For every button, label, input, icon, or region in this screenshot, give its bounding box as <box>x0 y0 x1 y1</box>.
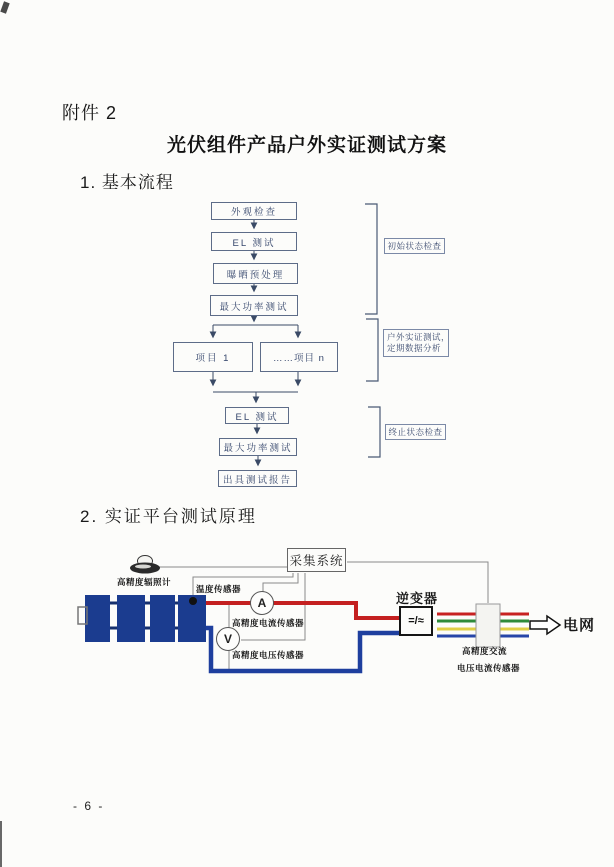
flowchart-brackets <box>365 204 380 457</box>
scan-artifact-edge <box>0 821 2 867</box>
temperature-sensor-dot <box>189 597 197 605</box>
irradiance-meter-icon <box>130 556 160 574</box>
flow-box-max-power-initial: 最大功率测试 <box>210 295 298 316</box>
page-title: 光伏组件产品户外实证测试方案 <box>166 135 447 156</box>
acquisition-signal-lines <box>158 562 488 670</box>
flow-box-el-test-final: EL 测试 <box>225 407 289 424</box>
grid-arrow-icon <box>530 616 560 634</box>
bracket-label-outdoor-line1: 户外实证测试， <box>387 331 451 342</box>
dc-positive-wire <box>205 603 400 618</box>
flow-box-appearance-check: 外观检查 <box>211 202 297 220</box>
flow-box-project-n: ……项目 n <box>260 342 338 372</box>
flow-box-max-power-final: 最大功率测试 <box>219 438 297 456</box>
ac-sensor-label-line2: 电压电流传感器 <box>457 663 521 673</box>
inverter-box: =/≈ <box>399 606 433 636</box>
attachment-label: 附件 2 <box>62 103 118 123</box>
bracket-label-initial-state: 初始状态检查 <box>384 238 445 254</box>
temperature-sensor-label: 温度传感器 <box>196 584 242 594</box>
bracket-label-outdoor-test <box>383 329 449 357</box>
grid-label: 电网 <box>563 617 596 634</box>
bracket-label-final-state: 终止状态检查 <box>385 424 446 440</box>
irradiance-meter-label: 高精度辐照计 <box>117 577 172 587</box>
section-1-heading: 1. 基本流程 <box>80 173 174 192</box>
flow-box-project-1: 项目 1 <box>173 342 253 372</box>
solar-panel-3 <box>150 595 175 642</box>
section-2-heading: 2. 实证平台测试原理 <box>80 507 257 526</box>
voltmeter-icon: V <box>216 627 240 651</box>
ammeter-icon: A <box>250 591 274 615</box>
ac-sensor-block <box>476 604 500 647</box>
flow-box-exposure-pretreatment: 曝晒预处理 <box>213 263 298 284</box>
bracket-label-outdoor-line2: 定期数据分析 <box>387 343 442 353</box>
voltage-sensor-label: 高精度电压传感器 <box>232 650 305 660</box>
page-number: - 6 - <box>73 799 105 813</box>
solar-panel-2 <box>117 595 145 642</box>
collection-system-box: 采集系统 <box>287 548 346 572</box>
inverter-label: 逆变器 <box>396 591 439 606</box>
current-sensor-label: 高精度电流传感器 <box>232 618 305 628</box>
flow-box-issue-report: 出具测试报告 <box>218 470 297 487</box>
solar-panel-1 <box>85 595 110 642</box>
solar-panel-string <box>78 595 206 642</box>
ac-sensor-label-line1: 高精度交流 <box>462 646 508 656</box>
flow-box-el-test-initial: EL 测试 <box>211 232 297 251</box>
